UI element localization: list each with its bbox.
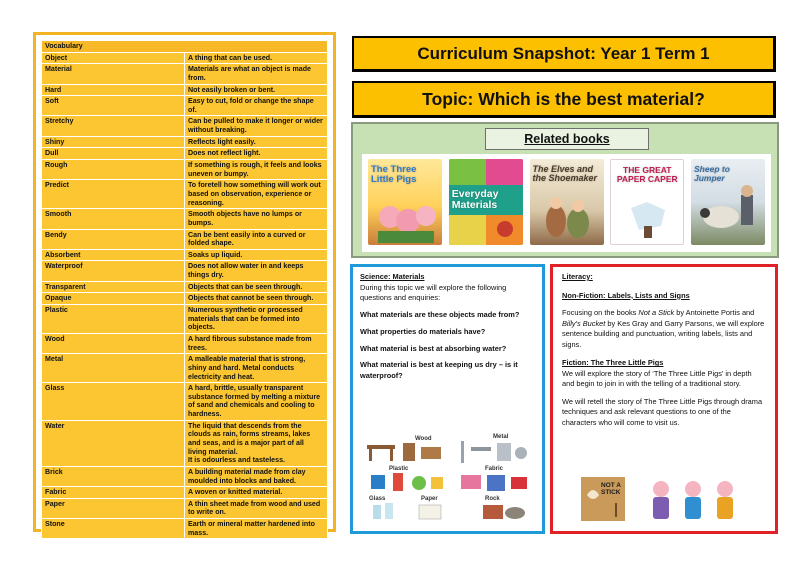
vocabulary-row [42,281,328,293]
vocabulary-row [42,519,328,539]
book-cover-title: Everyday Materials [451,188,499,212]
vocabulary-term: Absorbent [42,249,185,261]
vocabulary-row [42,354,328,383]
science-heading: Science: Materials [360,272,425,281]
vocabulary-term: Wood [42,333,185,353]
vocabulary-definition: Easy to cut, fold or change the shape of. [185,96,328,116]
page-title: Curriculum Snapshot: Year 1 Term 1 [352,36,776,72]
vocabulary-row [42,148,328,160]
vocabulary-row [42,160,328,180]
vocabulary-definition: Smooth objects have no lumps or bumps. [185,209,328,229]
vocabulary-definition: Objects that cannot be seen through. [185,293,328,305]
pigs-illustration-icon [368,159,442,245]
vocabulary-header-row [42,41,328,53]
vocabulary-table [41,40,328,539]
vocabulary-term: Fabric [42,487,185,499]
vocabulary-term: Rough [42,160,185,180]
vocabulary-term: Water [42,420,185,466]
vocabulary-definition: Soaks up liquid. [185,249,328,261]
vocabulary-definition: Not easily broken or bent. [185,84,328,96]
vocabulary-term: Transparent [42,281,185,293]
vocabulary-row [42,64,328,84]
vocabulary-term: Stone [42,519,185,539]
text-fragment: by Antoinette Portis and [674,308,755,318]
vocabulary-row [42,498,328,518]
literacy-heading: Literacy: [562,272,593,281]
material-label: Plastic [389,466,409,472]
materials-picture [363,431,533,523]
vocabulary-term: Metal [42,354,185,383]
vocabulary-term: Glass [42,383,185,421]
material-label: Rock [485,496,500,502]
vocabulary-definition: A thing that can be used. [185,52,328,64]
vocabulary-heading: Vocabulary [42,41,328,53]
related-books-panel [351,122,779,258]
vocabulary-definition: A malleable material that is strong, shiny and hard. Metal conducts electricity and heat. [185,354,328,383]
book-cover-everyday-materials [449,159,523,245]
vocabulary-term: Soft [42,96,185,116]
fiction-text: We will retell the story of The Three Little Pigs through drama techniques and ask relevant questions to one of the characters who will come to visit us. [562,396,763,427]
book-cover-three-little-pigs [368,159,442,245]
vocabulary-definition: Numerous synthetic or processed materials that can be formed into objects. [185,305,328,334]
paper-caper-illustration-icon [611,160,684,245]
fiction-heading: Fiction: The Three Little Pigs [562,358,664,368]
book-cover-sheep-to-jumper [691,159,765,245]
material-label: Wood [415,436,432,442]
science-intro: During this topic we will explore the following questions and enquiries: [360,282,507,303]
book-cover-title: The Elves and the Shoemaker [532,164,598,184]
sheep-illustration-icon [691,159,765,245]
book-cover-title: The Three Little Pigs [371,164,417,185]
topic-title: Topic: Which is the best material? [352,81,776,118]
vocabulary-panel [33,32,336,537]
vocabulary-term: Plastic [42,305,185,334]
not-a-stick-cover-title: NOT A STICK [601,482,621,496]
text-fragment: Focusing on the books [562,308,639,318]
vocabulary-definition: Reflects light easily. [185,136,328,148]
nonfiction-heading: Non-Fiction: Labels, Lists and Signs [562,290,690,300]
vocabulary-term: Object [42,52,185,64]
literacy-panel [550,264,778,534]
vocabulary-definition: If something is rough, it feels and looks uneven or bumpy. [185,160,328,180]
vocabulary-definition: A thin sheet made from wood and used to write on. [185,498,328,518]
vocabulary-row [42,136,328,148]
vocabulary-definition: A building material made from clay moulded into blocks and baked. [185,466,328,486]
vocabulary-term: Brick [42,466,185,486]
vocabulary-row [42,420,328,466]
vocabulary-term: Hard [42,84,185,96]
vocabulary-definition: Objects that can be seen through. [185,281,328,293]
vocabulary-row [42,96,328,116]
vocabulary-row [42,229,328,249]
literacy-pictures [581,475,751,527]
vocabulary-term: Bendy [42,229,185,249]
vocabulary-row [42,180,328,209]
vocabulary-term: Dull [42,148,185,160]
text-fragment: by Kes Gray and Garry Parsons, we will explore sentence building and punctuation, writing labels, lists and signs. [562,318,765,349]
vocabulary-term: Opaque [42,293,185,305]
vocabulary-row [42,383,328,421]
vocabulary-definition: To foretell how something will work out based on observation, experience or reasoning. [185,180,328,209]
vocabulary-definition: Can be pulled to make it longer or wider without breaking. [185,116,328,136]
book-covers-row [362,154,771,252]
vocabulary-definition: A hard, brittle, usually transparent substance formed by melting a mixture of sand and chemicals and cooling to hardness. [185,383,328,421]
vocabulary-term: Predict [42,180,185,209]
vocabulary-definition: Does not allow water in and keeps things dry. [185,261,328,281]
vocabulary-definition: Does not reflect light. [185,148,328,160]
material-label: Paper [421,496,438,502]
nonfiction-text [562,308,766,350]
fiction-text: We will explore the story of ‘The Three Little Pigs’ in depth and begin to join in with the telling of a traditional story. [562,368,752,389]
vocabulary-row [42,293,328,305]
vocabulary-term: Waterproof [42,261,185,281]
vocabulary-definition: A hard fibrous substance made from trees. [185,333,328,353]
vocabulary-definition: Materials are what an object is made from. [185,64,328,84]
vocabulary-term: Paper [42,498,185,518]
material-label: Glass [369,496,386,502]
book-cover-title: THE GREAT PAPER CAPER [616,165,678,184]
vocabulary-row [42,261,328,281]
science-question: What properties do materials have? [360,326,486,336]
vocabulary-row [42,52,328,64]
vocabulary-definition: A woven or knitted material. [185,487,328,499]
vocabulary-row [42,209,328,229]
book-cover-title: Sheep to Jumper [694,164,730,183]
vocabulary-row [42,249,328,261]
vocabulary-term: Shiny [42,136,185,148]
book-cover-elves-and-shoemaker [530,159,604,245]
materials-objects-icon [363,431,533,523]
book-cover-great-paper-caper [610,159,684,245]
vocabulary-row [42,333,328,353]
book-title-not-a-stick: Not a Stick [638,308,675,318]
science-question: What material is best at absorbing water? [360,343,507,353]
science-panel [350,264,545,534]
science-question: What materials are these objects made from? [360,310,520,320]
vocabulary-row [42,487,328,499]
elves-illustration-icon [530,159,604,245]
material-label: Metal [493,434,509,440]
material-label: Fabric [485,466,504,472]
book-title-billys-bucket: Billy's Bucket [562,318,606,328]
vocabulary-row [42,466,328,486]
vocabulary-definition: Earth or mineral matter hardened into mass. [185,519,328,539]
vocabulary-row [42,305,328,334]
vocabulary-row [42,116,328,136]
science-question: What material is best at keeping us dry – is it waterproof? [360,360,518,381]
vocabulary-definition: Can be bent easily into a curved or folded shape. [185,229,328,249]
related-books-heading: Related books [485,128,649,150]
vocabulary-row [42,84,328,96]
vocabulary-term: Material [42,64,185,84]
vocabulary-term: Stretchy [42,116,185,136]
vocabulary-definition: The liquid that descends from the clouds as rain, forms streams, lakes and seas, and is a major part of all living material. It is odourless and tasteless. [185,420,328,466]
vocabulary-term: Smooth [42,209,185,229]
